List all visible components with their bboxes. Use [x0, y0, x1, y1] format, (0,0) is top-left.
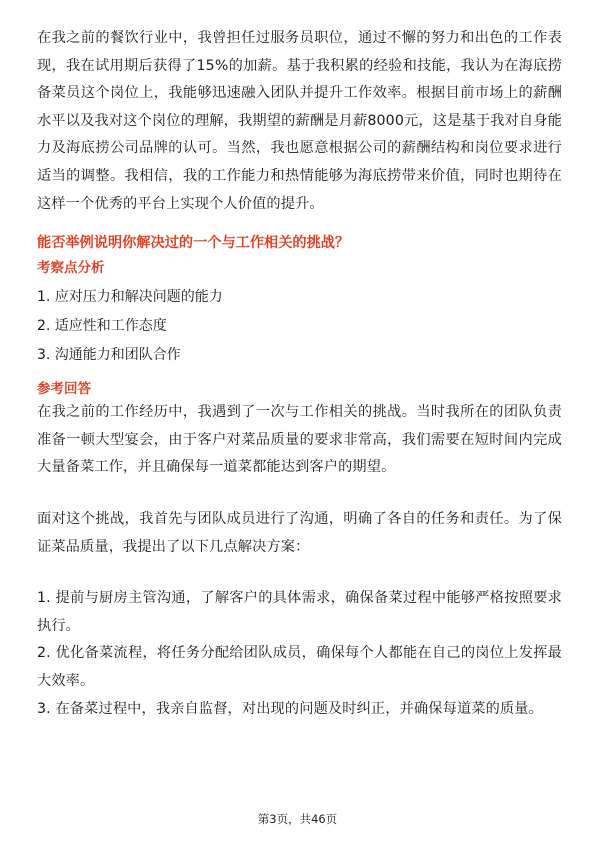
paragraph-gap: [37, 561, 562, 585]
answer-point: 1. 提前与厨房主管沟通，了解客户的具体需求，确保备菜过程中能够严格按照要求执行。: [37, 590, 562, 634]
analysis-item: 3. 沟通能力和团队合作: [37, 347, 181, 364]
analysis-item: 1. 应对压力和解决问题的能力: [37, 289, 223, 306]
answer-paragraph: 面对这个挑战，我首先与团队成员进行了沟通，明确了各自的任务和责任。为了保证菜品质量，我提出了以下几点解决方案：: [37, 510, 562, 555]
answer-point: 3. 在备菜过程中，我亲自监督，对出现的问题及时纠正，并确保每道菜的质量。: [37, 700, 543, 717]
question-heading: 能否举例说明你解决过的一个与工作相关的挑战？: [37, 235, 350, 252]
answer-point: 2. 优化备菜流程，将任务分配给团队成员，确保每个人都能在自己的岗位上发挥最大效率。: [37, 645, 562, 689]
analysis-heading: 考察点分析: [37, 260, 105, 277]
document-page: [37, 25, 562, 723]
intro-paragraph: 在我之前的餐饮行业中，我曾担任过服务员职位，通过不懈的努力和出色的工作表现，我在试用期后获得了15%的加薪。基于我积累的经验和技能，我认为在海底捞备菜员这个岗位上，我能够迅速融入团队并提升工作效率。根据目前市场上的薪酬水平以及我对这个岗位的理解，我期望的薪酬是月薪8000元，这是基于我对自身能力及海底捞公司品牌的认可。当然，我也愿意根据公司的薪酬结构和岗位要求进行适当的调整。我相信，我的工作能力和热情能够为海底捞带来价值，同时也期待在这样一个优秀的平台上实现个人价值的提升。: [37, 30, 562, 212]
paragraph-gap: [37, 482, 562, 506]
answer-heading: 参考回答: [37, 381, 91, 398]
answer-paragraph: 在我之前的工作经历中，我遇到了一次与工作相关的挑战。当时我所在的团队负责准备一顿大型宴会，由于客户对菜品质量的要求非常高，我们需要在短时间内完成大量备菜工作，并且确保每一道菜都能达到客户的期望。: [37, 404, 562, 476]
analysis-item: 2. 适应性和工作态度: [37, 318, 167, 335]
page-number: 第3页，共46页: [257, 812, 338, 826]
